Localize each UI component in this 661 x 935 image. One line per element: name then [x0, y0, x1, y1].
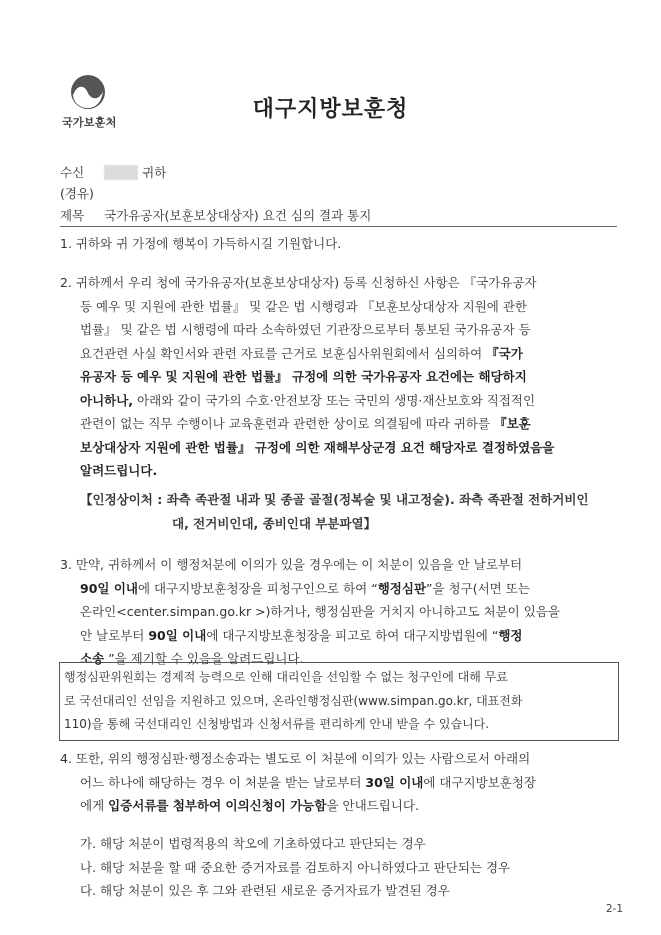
- injury-line-1: 【인정상이처 : 좌측 족관절 내과 및 종골 골절(정복술 및 내고정술). 좌측 족관절 전하거비인: [80, 492, 589, 507]
- list-item: 가. 해당 처분이 법령적용의 착오에 기초하였다고 판단되는 경우: [80, 836, 426, 851]
- legal-aid-notice-box: [59, 662, 619, 741]
- p2-line-5: 유공자 등 예우 및 지원에 관한 법률』 규정에 의한 국가유공자 요건에는 해당하지: [80, 369, 527, 384]
- p4-line-1: 4. 또한, 위의 행정심판·행정소송과는 별도로 이 처분에 이의가 있는 사람으로서 아래의: [60, 751, 531, 766]
- box-line-1: 행정심판위원회는 경제적 능력으로 인해 대리인을 선임할 수 없는 청구인에 대해 무료: [64, 670, 508, 684]
- redacted-name: [104, 165, 138, 180]
- paragraph-3: [60, 553, 615, 671]
- p2-line-2: 등 예우 및 지원에 관한 법률』 및 같은 법 시행령과 『보훈보상대상자 지원에 관한: [80, 298, 528, 314]
- paragraph-1: [60, 232, 615, 256]
- p2-line-3: 법률』 및 같은 법 시행령에 따라 소속하였던 기관장으로부터 통보된 국가유공자 등: [80, 322, 531, 337]
- subject-text: 국가유공자(보훈보상대상자) 요건 심의 결과 통지: [104, 208, 372, 223]
- p3-line-2: 90일 이내에 대구지방보훈청장을 피청구인으로 하여 “행정심판”을 청구(서면 또는: [80, 580, 530, 596]
- injury-line-2: 대, 전거비인대, 종비인대 부분파열】: [172, 515, 377, 531]
- recipient-row: [60, 163, 166, 181]
- subject-row: [60, 206, 371, 224]
- list-item: 다. 해당 처분이 있은 후 그와 관련된 새로운 증거자료가 발견된 경우: [80, 883, 450, 898]
- p2-line-9: 알려드립니다.: [80, 463, 158, 478]
- logo-text: 국가보훈처: [62, 116, 117, 129]
- paragraph-2: [60, 271, 615, 483]
- p2-line-6: 아니하나, 아래와 같이 국가의 수호·안전보장 또는 국민의 생명·재산보호와 직접적인: [80, 392, 536, 408]
- p4-line-3: 에게 입증서류를 첨부하여 이의신청이 가능함을 안내드립니다.: [80, 798, 419, 813]
- injury-statement: [60, 488, 615, 535]
- p3-line-5: 소송 ”을 제기할 수 있음을 알려드립니다.: [80, 651, 304, 666]
- paragraph-4: [60, 747, 615, 818]
- list-item: 나. 해당 처분을 할 때 중요한 증거자료를 검토하지 아니하였다고 판단되는 경우: [80, 859, 511, 875]
- box-line-3: 110)을 통해 국선대리인 신청방법과 신청서류를 편리하게 안내 받을 수 있습니다.: [64, 717, 490, 731]
- recipient-suffix: 귀하: [142, 165, 167, 180]
- via-row: [60, 184, 94, 202]
- via-label: (경유): [60, 186, 94, 201]
- page-number: 2-1: [605, 903, 623, 915]
- p4-line-2: 어느 하나에 해당하는 경우 이 처분을 받는 날로부터 30일 이내에 대구지방보훈청장: [80, 774, 537, 790]
- org-title: 대구지방보훈청: [252, 97, 409, 122]
- paragraph-1-text: 1. 귀하와 귀 가정에 행복이 가득하시길 기원합니다.: [60, 236, 342, 251]
- p2-line-8: 보상대상자 지원에 관한 법률』 규정에 의한 재해부상군경 요건 해당자로 결정하였음을: [80, 439, 555, 455]
- p2-line-7: 관련이 없는 직무 수행이나 교육훈련과 관련한 상이로 의결됨에 따라 귀하를 『보훈: [80, 416, 531, 431]
- subject-label: 제목: [60, 208, 85, 223]
- recipient-label: 수신: [60, 165, 85, 180]
- box-line-2: 로 국선대리인 선임을 지원하고 있으며, 온라인행정심판(www.simpan.go.kr, 대표전화: [64, 693, 523, 708]
- divider: [60, 226, 617, 227]
- p3-line-3: 온라인<center.simpan.go.kr >)하거나, 행정심판을 거치지 아니하고도 처분이 있음을: [80, 604, 560, 619]
- p3-line-1: 3. 만약, 귀하께서 이 행정처분에 이의가 있을 경우에는 이 처분이 있음을 안 날로부터: [60, 557, 523, 572]
- p3-line-4: 안 날로부터 90일 이내에 대구지방보훈청장을 피고로 하여 대구지방법원에 “행정: [80, 627, 523, 643]
- criteria-list: [60, 832, 615, 903]
- p2-line-1: 2. 귀하께서 우리 청에 국가유공자(보훈보상대상자) 등록 신청하신 사항은 『국가유공자: [60, 275, 537, 290]
- p2-line-4: 요건관련 사실 확인서와 관련 자료를 근거로 보훈심사위원회에서 심의하여 『국가: [80, 345, 523, 361]
